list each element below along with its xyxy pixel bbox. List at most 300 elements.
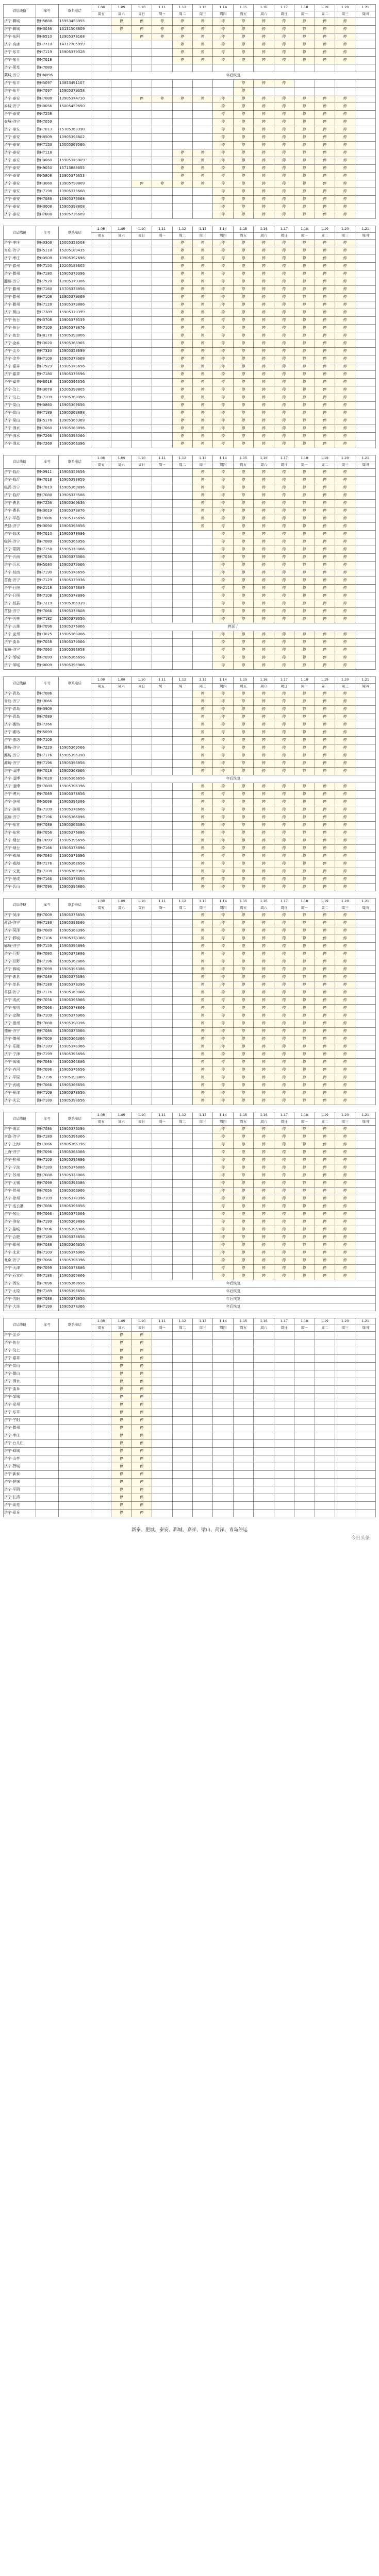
run-cell (152, 706, 172, 714)
run-cell (152, 1242, 172, 1249)
stop-cell: 停 (111, 1471, 131, 1479)
stop-cell: 停 (233, 860, 253, 868)
run-cell (91, 325, 111, 332)
stop-cell: 停 (335, 1005, 355, 1012)
stop-cell: 停 (274, 706, 294, 714)
phone-cell: 13131508809 (59, 26, 91, 33)
stop-cell: 停 (192, 180, 212, 188)
run-cell (172, 1133, 192, 1141)
phone-cell: 15905376886 (59, 1164, 91, 1172)
run-cell (355, 1097, 376, 1105)
stop-cell: 停 (315, 1090, 335, 1097)
stop-cell: 停 (274, 538, 294, 546)
stop-cell: 停 (192, 425, 212, 433)
table-row (4, 263, 376, 270)
table-row (4, 1226, 376, 1234)
run-cell (355, 1355, 376, 1363)
stop-cell: 停 (213, 332, 233, 340)
stop-cell: 停 (294, 868, 315, 876)
stop-cell: 停 (274, 608, 294, 616)
stop-cell: 停 (294, 165, 315, 173)
weekday-header: 周一 (294, 11, 315, 18)
stop-cell: 停 (192, 309, 212, 317)
run-cell (233, 64, 253, 72)
stop-cell: 停 (335, 1226, 355, 1234)
table-row (4, 173, 376, 180)
phone-cell: 15905378656 (59, 1234, 91, 1242)
run-cell (233, 1432, 253, 1440)
stop-cell: 停 (315, 538, 335, 546)
stop-cell: 停 (274, 876, 294, 884)
stop-cell: 停 (192, 1059, 212, 1066)
stop-cell: 停 (274, 394, 294, 402)
run-cell (91, 386, 111, 394)
run-cell (355, 1059, 376, 1066)
weekday-header: 周三 (192, 684, 212, 690)
weekday-header: 周三 (192, 1325, 212, 1332)
table-row (4, 157, 376, 165)
run-cell (152, 142, 172, 149)
stop-cell: 停 (213, 639, 233, 647)
run-cell (335, 1455, 355, 1463)
stop-cell: 停 (233, 592, 253, 600)
stop-cell: 停 (192, 263, 212, 270)
phone-cell: 15905366966 (59, 1188, 91, 1195)
weekday-header: 周五 (233, 905, 253, 912)
route-cell: 济宁-金乡 (4, 340, 36, 348)
stop-cell: 停 (294, 608, 315, 616)
run-cell (91, 204, 111, 211)
stop-cell: 停 (274, 729, 294, 737)
run-cell (355, 57, 376, 64)
table-row (4, 1355, 376, 1363)
run-cell (152, 616, 172, 623)
date-header: 1.12 (172, 1318, 192, 1325)
stop-cell: 停 (213, 647, 233, 654)
run-cell (111, 433, 131, 440)
run-cell (172, 935, 192, 943)
stop-cell: 停 (111, 1440, 131, 1448)
stop-cell: 停 (213, 608, 233, 616)
run-cell (274, 1502, 294, 1510)
phone-cell: 15905396856 (59, 1203, 91, 1211)
run-cell (131, 1195, 152, 1203)
route-cell: 济宁-枣庄 (4, 240, 36, 247)
run-cell (355, 1020, 376, 1028)
stop-cell: 停 (111, 1455, 131, 1463)
run-cell (355, 301, 376, 309)
stop-cell: 停 (192, 173, 212, 180)
stop-cell: 停 (254, 363, 274, 371)
route-cell: 济宁-青岛 (4, 690, 36, 698)
run-cell (355, 654, 376, 662)
run-cell (355, 1043, 376, 1051)
run-cell (91, 433, 111, 440)
stop-cell: 停 (315, 500, 335, 507)
stop-cell: 停 (213, 363, 233, 371)
stop-cell: 停 (315, 974, 335, 981)
stop-cell: 停 (213, 1157, 233, 1164)
phone-cell (59, 1370, 91, 1378)
run-cell (355, 989, 376, 997)
stop-cell: 停 (192, 997, 212, 1005)
stop-cell: 停 (254, 1172, 274, 1180)
route-cell: 济宁-菏泽 (4, 912, 36, 920)
header-row (4, 226, 376, 233)
run-cell (274, 1340, 294, 1347)
run-cell (152, 1043, 172, 1051)
stop-cell: 停 (254, 1133, 274, 1141)
plate-cell: 鲁H3019 (36, 507, 58, 515)
stop-cell: 停 (294, 500, 315, 507)
run-cell (111, 188, 131, 196)
stop-cell: 停 (315, 814, 335, 822)
stop-cell: 停 (254, 379, 274, 386)
stop-cell: 停 (233, 721, 253, 729)
run-cell (91, 577, 111, 585)
stop-cell: 停 (254, 270, 274, 278)
stop-cell: 停 (254, 500, 274, 507)
stop-cell: 停 (233, 1164, 253, 1172)
run-cell (152, 600, 172, 608)
run-cell (172, 1188, 192, 1195)
stop-cell: 停 (192, 714, 212, 721)
phone-cell (59, 1455, 91, 1463)
table-row (4, 927, 376, 935)
plate-cell: 鲁H7266 (36, 433, 58, 440)
run-cell (254, 1494, 274, 1502)
stop-cell: 停 (294, 1051, 315, 1059)
stop-cell: 停 (254, 1051, 274, 1059)
stop-cell: 停 (172, 379, 192, 386)
run-cell (131, 515, 152, 523)
run-cell (233, 1486, 253, 1494)
plate-cell: 鲁H7086 (36, 1059, 58, 1066)
table-row (4, 729, 376, 737)
run-cell (152, 1218, 172, 1226)
stop-cell: 停 (294, 379, 315, 386)
stop-cell: 停 (335, 822, 355, 829)
stop-cell: 停 (274, 188, 294, 196)
stop-cell: 停 (294, 142, 315, 149)
route-cell: 济宁-泰安 (4, 211, 36, 219)
stop-cell: 停 (131, 1455, 152, 1463)
run-cell (254, 1340, 274, 1347)
run-cell (355, 868, 376, 876)
phone-cell: 15905366866 (59, 1273, 91, 1280)
stop-cell: 停 (233, 585, 253, 592)
stop-cell: 停 (131, 180, 152, 188)
stop-cell: 停 (294, 18, 315, 26)
phone-cell: 15905396386 (59, 799, 91, 806)
run-cell (91, 500, 111, 507)
run-cell (172, 1211, 192, 1218)
table-row (4, 647, 376, 654)
run-cell (91, 211, 111, 219)
run-cell (91, 592, 111, 600)
route-cell: 郓城-济宁 (4, 943, 36, 951)
stop-cell: 停 (233, 211, 253, 219)
phone-cell: 15905378866 (59, 1005, 91, 1012)
route-cell: 济宁-枣庄 (4, 1432, 36, 1440)
run-cell (152, 1425, 172, 1432)
stop-cell: 停 (274, 616, 294, 623)
table-row (4, 41, 376, 49)
date-header: 1.11 (152, 226, 172, 233)
stop-cell: 停 (335, 286, 355, 294)
run-cell (355, 829, 376, 837)
run-cell (91, 714, 111, 721)
stop-cell: 停 (294, 355, 315, 363)
route-header: 营运线路 (4, 226, 36, 240)
run-cell (355, 1149, 376, 1157)
stop-cell: 停 (274, 943, 294, 951)
run-cell (111, 935, 131, 943)
stop-cell: 停 (315, 41, 335, 49)
stop-cell: 停 (294, 974, 315, 981)
run-cell (91, 966, 111, 974)
stop-cell: 停 (335, 1028, 355, 1036)
run-cell (152, 1203, 172, 1211)
run-cell (355, 1273, 376, 1280)
stop-cell: 停 (213, 1226, 233, 1234)
stop-cell: 停 (233, 332, 253, 340)
date-header: 1.20 (335, 226, 355, 233)
run-cell (172, 1234, 192, 1242)
run-cell (91, 340, 111, 348)
run-cell (233, 1417, 253, 1425)
table-row (4, 469, 376, 477)
stop-cell: 停 (192, 860, 212, 868)
weekday-header: 周四 (355, 11, 376, 18)
stop-cell: 停 (335, 371, 355, 379)
stop-cell: 停 (335, 1097, 355, 1105)
table-row (4, 752, 376, 760)
run-cell (335, 1479, 355, 1486)
stop-cell: 停 (315, 180, 335, 188)
stop-cell: 停 (233, 1242, 253, 1249)
stop-cell: 停 (294, 531, 315, 538)
date-header: 1.08 (91, 5, 111, 11)
stop-cell: 停 (335, 507, 355, 515)
plate-cell: 鲁H7058 (36, 639, 58, 647)
plate-cell: 鲁H7256 (36, 500, 58, 507)
stop-cell: 停 (274, 1036, 294, 1043)
run-cell (91, 760, 111, 768)
route-cell: 济宁-东营 (4, 829, 36, 837)
stop-cell: 停 (233, 157, 253, 165)
stop-cell: 停 (294, 912, 315, 920)
run-cell (152, 1157, 172, 1164)
stop-cell: 停 (315, 355, 335, 363)
route-cell: 济宁-嘉祥 (4, 371, 36, 379)
run-cell (294, 1479, 315, 1486)
run-cell (111, 469, 131, 477)
run-cell (152, 500, 172, 507)
stop-cell: 停 (315, 440, 335, 448)
run-cell (111, 80, 131, 88)
stop-cell: 停 (172, 18, 192, 26)
phone-cell (59, 1355, 91, 1363)
run-cell (192, 1126, 212, 1133)
table-row (4, 1043, 376, 1051)
stop-cell: 停 (315, 492, 335, 500)
weekday-header: 周五 (91, 462, 111, 469)
stop-cell: 停 (254, 760, 274, 768)
run-cell (111, 690, 131, 698)
run-cell (213, 1417, 233, 1425)
stop-cell: 停 (274, 1180, 294, 1188)
stop-cell: 停 (172, 355, 192, 363)
plate-cell: 鲁H7060 (36, 647, 58, 654)
run-cell (91, 49, 111, 57)
plate-cell: 鲁H0508 (36, 255, 58, 263)
run-cell (335, 1332, 355, 1340)
phone-cell: 15905396958 (59, 647, 91, 654)
phone-cell: 15905363888 (59, 410, 91, 417)
table-row (4, 592, 376, 600)
stop-cell: 停 (213, 1249, 233, 1257)
run-cell (274, 1417, 294, 1425)
stop-cell: 停 (274, 165, 294, 173)
run-cell (152, 126, 172, 134)
run-cell (91, 270, 111, 278)
date-header: 1.17 (274, 899, 294, 905)
stop-cell: 停 (254, 927, 274, 935)
stop-cell: 停 (315, 654, 335, 662)
run-cell (294, 1463, 315, 1471)
stop-cell: 停 (335, 196, 355, 204)
run-cell (111, 853, 131, 860)
phone-cell (59, 118, 91, 126)
run-cell (172, 562, 192, 569)
stop-cell: 停 (335, 500, 355, 507)
weekday-header: 周六 (111, 462, 131, 469)
stop-cell: 停 (294, 57, 315, 64)
run-cell (152, 1133, 172, 1141)
run-cell (152, 1188, 172, 1195)
phone-cell: 15905360856 (59, 394, 91, 402)
table-row (4, 1066, 376, 1074)
stop-cell: 停 (254, 729, 274, 737)
run-cell (355, 1126, 376, 1133)
run-cell (355, 118, 376, 126)
run-cell (192, 1218, 212, 1226)
stop-cell: 停 (315, 744, 335, 752)
route-cell: 济宁-滕州 (4, 294, 36, 301)
stop-cell: 停 (315, 966, 335, 974)
plate-cell: 鲁H7099 (36, 837, 58, 845)
route-cell: 济宁-庆云 (4, 1097, 36, 1105)
run-cell (315, 1448, 335, 1455)
phone-cell: 15905396656 (59, 1288, 91, 1296)
run-cell (152, 57, 172, 64)
route-cell: 济宁-泰安 (4, 173, 36, 180)
stop-cell: 停 (335, 744, 355, 752)
stop-cell: 停 (274, 989, 294, 997)
stop-cell: 停 (294, 332, 315, 340)
stop-cell: 停 (335, 142, 355, 149)
weekday-header: 周三 (192, 905, 212, 912)
run-cell (91, 698, 111, 706)
table-row (4, 706, 376, 714)
run-cell (131, 363, 152, 371)
stop-cell: 停 (131, 1409, 152, 1417)
plate-cell: 鲁H7066 (36, 1141, 58, 1149)
run-cell (131, 1203, 152, 1211)
stop-cell: 停 (254, 662, 274, 670)
stop-cell: 停 (172, 433, 192, 440)
stop-cell: 停 (335, 1149, 355, 1157)
run-cell (152, 1036, 172, 1043)
run-cell (192, 196, 212, 204)
stop-cell: 停 (274, 278, 294, 286)
run-cell (111, 142, 131, 149)
table-row (4, 690, 376, 698)
stop-cell: 停 (274, 477, 294, 484)
plate-cell: 鲁H7086 (36, 1126, 58, 1133)
stop-cell: 停 (254, 768, 274, 775)
run-cell (172, 1097, 192, 1105)
stop-cell: 停 (152, 26, 172, 33)
plate-header: 车号 (36, 1318, 58, 1332)
phone-cell: 15905376886 (59, 829, 91, 837)
run-cell (131, 1036, 152, 1043)
run-cell (315, 1432, 335, 1440)
run-cell (355, 1510, 376, 1517)
phone-cell: 15905376656 (59, 912, 91, 920)
run-cell (355, 1455, 376, 1463)
stop-cell: 停 (131, 1386, 152, 1394)
run-cell (355, 1082, 376, 1090)
route-cell: 济宁-威海 (4, 860, 36, 868)
schedule-table (3, 898, 376, 1105)
run-cell (192, 1355, 212, 1363)
route-cell: 济宁-滕州 (4, 1425, 36, 1432)
stop-cell: 停 (111, 1363, 131, 1370)
stop-cell: 停 (213, 531, 233, 538)
date-header: 1.17 (274, 226, 294, 233)
run-cell (91, 943, 111, 951)
table-row (4, 577, 376, 585)
stop-cell: 停 (335, 1211, 355, 1218)
phone-cell (59, 729, 91, 737)
stop-cell: 停 (131, 1494, 152, 1502)
phone-cell: 15905376366 (59, 1211, 91, 1218)
plate-cell: 鲁H7189 (36, 1097, 58, 1105)
run-cell (192, 1157, 212, 1164)
run-cell (131, 386, 152, 394)
run-cell (131, 585, 152, 592)
run-cell (274, 1347, 294, 1355)
stop-cell: 停 (315, 386, 335, 394)
phone-cell (59, 1448, 91, 1455)
stop-cell: 停 (294, 49, 315, 57)
stop-cell: 停 (213, 706, 233, 714)
run-cell (111, 340, 131, 348)
run-cell (355, 853, 376, 860)
run-cell (233, 1463, 253, 1471)
stop-cell: 停 (254, 211, 274, 219)
run-cell (111, 997, 131, 1005)
route-cell: 济宁-威海 (4, 853, 36, 860)
stop-cell: 停 (254, 1141, 274, 1149)
run-cell (274, 1486, 294, 1494)
run-cell (213, 1425, 233, 1432)
run-cell (91, 355, 111, 363)
date-header: 1.11 (152, 899, 172, 905)
stop-cell: 停 (233, 263, 253, 270)
